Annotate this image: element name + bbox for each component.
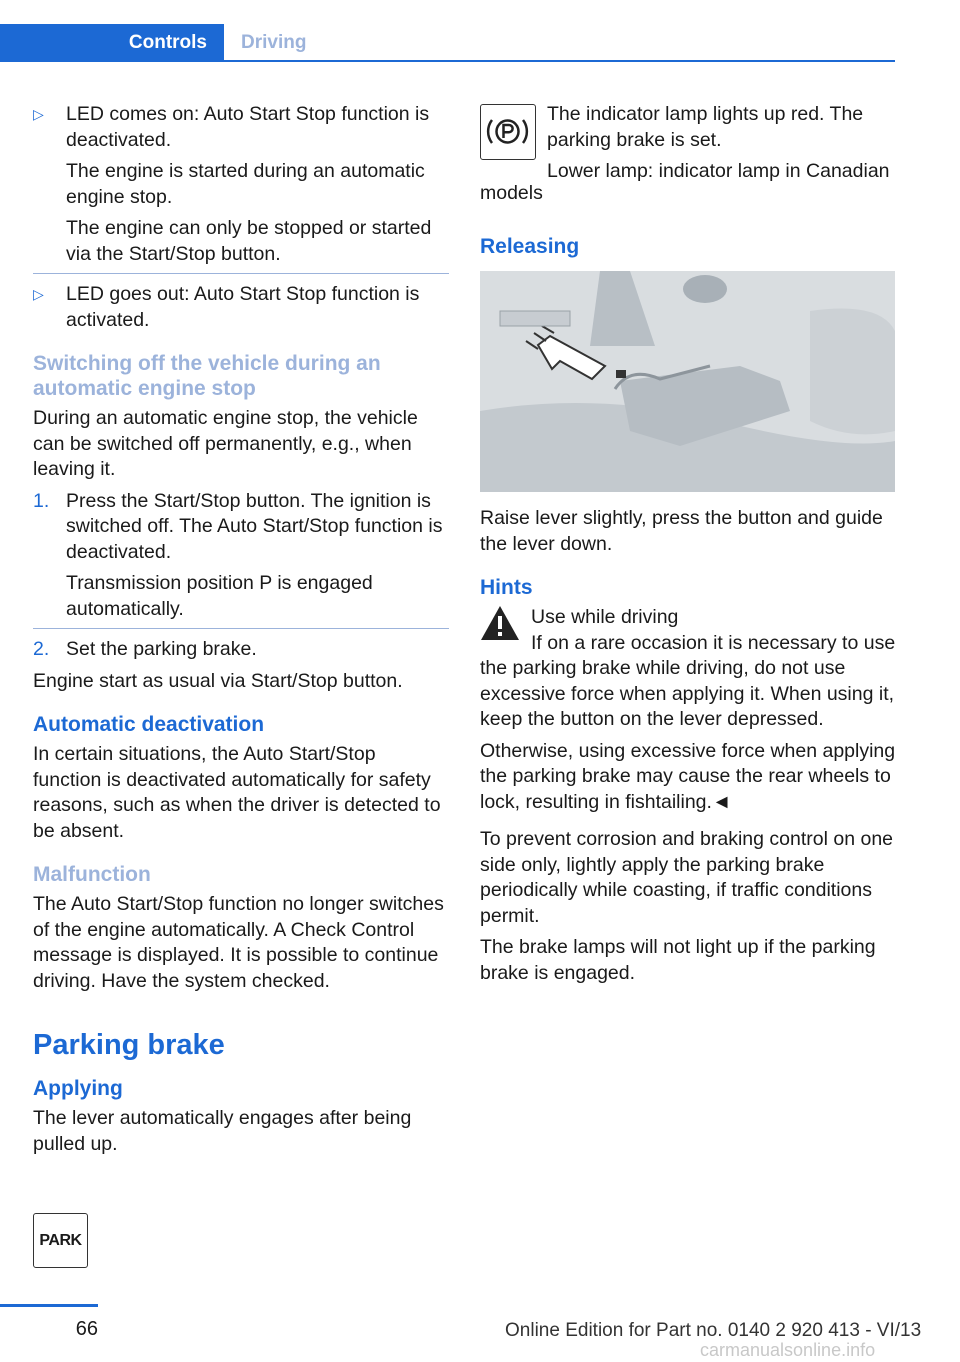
section-heading: Automatic deactivation (33, 713, 265, 736)
paragraph: The lever automatically engages after being pulled up. (33, 1107, 412, 1155)
paragraph: The Auto Start/Stop function no longer switches of the engine automatically. A Check Control message is displayed. It is possible to continue driving. Have the system checked. (33, 893, 444, 992)
list-item: ▷ LED comes on: Auto Start Stop function is deactivated. The engine is started during an automatic engine stop. The engine can only be stopped or started via the Start/Stop button. (33, 103, 432, 265)
section-heading: Switching off the vehicle during an automatic engine stop (33, 352, 381, 400)
section-heading: Malfunction (33, 863, 151, 886)
paragraph: To prevent corrosion and braking control on one side only, lightly apply the parking brake periodically while coasting, if traffic conditions permit. (480, 828, 894, 927)
divider (33, 273, 449, 274)
section-heading: Applying (33, 1077, 123, 1100)
triangle-bullet-icon: ▷ (33, 106, 44, 122)
page-number: 66 (75, 1318, 98, 1340)
paragraph: Engine start as usual via Start/Stop button. (33, 669, 403, 692)
triangle-bullet-icon: ▷ (33, 286, 44, 302)
tab-driving[interactable]: Driving (241, 32, 307, 53)
left-column (33, 102, 449, 1163)
list-item: ▷ LED goes out: Auto Start Stop function is activated. (33, 283, 420, 331)
center-console-photo (480, 271, 895, 492)
paragraph: Raise lever slightly, press the button and guide the lever down. (480, 507, 883, 555)
right-column (480, 102, 896, 992)
chapter-heading: Parking brake (33, 1029, 225, 1061)
indicator-note: The indicator lamp lights up red. The parking brake is set. Lower lamp: indicator lamp in Canadian models (480, 103, 890, 204)
edition-text: Online Edition for Part no. 0140 2 920 413 - VI/13 (505, 1320, 922, 1341)
paragraph: If on a rare occasion it is necessary to use the parking brake while driving, do not use excessive force when applying it. When using it, keep the button on the lever depressed. (480, 631, 896, 730)
section-heading: Releasing (480, 235, 580, 258)
divider (33, 628, 449, 629)
footer-rule (0, 1304, 98, 1307)
watermark: carmanualsonline.info (700, 1340, 876, 1360)
warning-note: Use while driving If on a rare occasion it is necessary to use the parking brake while driving, do not use excessive force when applying it. When using it, keep the button on the lever depressed. (480, 605, 896, 733)
section-heading: Hints (480, 576, 533, 599)
warning-icon (480, 605, 520, 641)
paragraph: Otherwise, using excessive force when applying the parking brake may cause the rear wheels to lock, resulting in fishtailing.◄ (480, 739, 896, 813)
chapter-tabs (0, 0, 895, 62)
park-indicator-icon: PARK (33, 1213, 88, 1268)
tab-underline (224, 60, 895, 62)
tab-controls[interactable]: Controls (0, 24, 224, 62)
list-item: 2. Set the parking brake. (33, 638, 257, 660)
paragraph: The brake lamps will not light up if the parking brake is engaged. (480, 936, 876, 984)
parking-brake-lamp-icon (480, 104, 536, 160)
paragraph: During an automatic engine stop, the vehicle can be switched off permanently, e.g., when leaving it. (33, 407, 418, 480)
list-item: 1. Press the Start/Stop button. The ignition is switched off. The Auto Start/Stop function is deactivated. Transmission position P is engaged automatically. (33, 489, 443, 620)
paragraph: In certain situations, the Auto Start/Stop function is deactivated automatically for safety reasons, such as when the driver is detected to be absent. (33, 743, 441, 842)
